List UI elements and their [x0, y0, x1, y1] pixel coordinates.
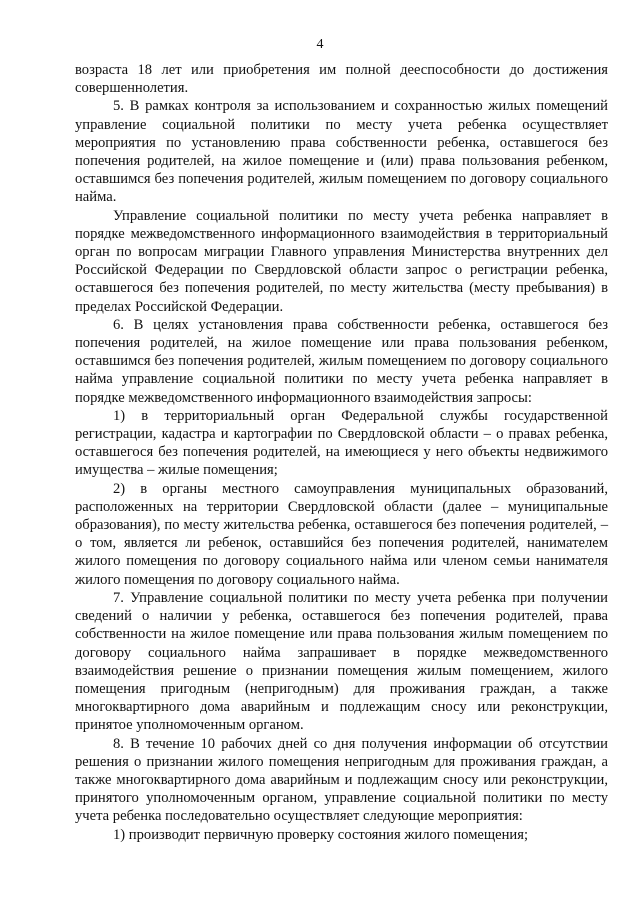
- paragraph-item-5: 5. В рамках контроля за использованием и сохранностью жилых помещений управление социальной политики по месту учета ребенка осуществляет мероприятия по установлению права собственности ребенка, оставшегося без попечения родителей, на жилое помещение и (или) права пользования ребенком, оставшимся без попечения родителей, жилым помещением по договору социального найма.: [75, 98, 608, 206]
- paragraph-item-6: 6. В целях установления права собственности ребенка, оставшегося без попечения родителей, на жилое помещение или права пользования ребенком, оставшимся без попечения родителей, жилым помещением по договору социального найма управление социальной политики по месту учета ребенка направляет в порядке межведомственного информационного взаимодействия запросы:: [75, 316, 608, 406]
- paragraph-item-6-subitem-1: 1) в территориальный орган Федеральной службы государственной регистрации, кадастра и картографии по Свердловской области – о правах ребенка, оставшегося без попечения родителей, на имеющиеся у него объекты недвижимого имущества – жилые помещения;: [75, 407, 608, 479]
- page-number: 4: [316, 37, 324, 52]
- paragraph-item-8: 8. В течение 10 рабочих дней со дня получения информации об отсутствии решения о признании жилого помещения непригодным для проживания граждан, а также многоквартирного дома аварийным и подлежащим сносу или реконструкции, принятого уполномоченным органом, управление социальной политики по месту учета ребенка последовательно осуществляет следующие мероприятия:: [75, 735, 608, 825]
- paragraph-item-7: 7. Управление социальной политики по месту учета ребенка при получении сведений о наличии у ребенка, оставшегося без попечения родителей, права собственности на жилое помещение или права пользования жилым помещением по договору социального найма запрашивает в порядке межведомственного взаимодействия решение о признании помещения жилым помещением, жилого помещения пригодным (непригодным) для проживания граждан, а также многоквартирного дома аварийным и подлежащим сносу или реконструкции, принятое уполномоченным органом.: [75, 589, 608, 734]
- paragraph-continuation: возраста 18 лет или приобретения им полной дееспособности до достижения совершеннолетия.: [75, 62, 608, 97]
- paragraph-item-8-subitem-1: 1) производит первичную проверку состояния жилого помещения;: [113, 826, 529, 843]
- paragraph-item-6-subitem-2: 2) в органы местного самоуправления муниципальных образований, расположенных на территории Свердловской области (далее – муниципальные образования), по месту жительства ребенка, оставшегося без попечения родителей, – о том, является ли ребенок, оставшийся без попечения родителей, нанимателем жилого помещения по договору социального найма или членом семьи нанимателя жилого помещения по договору социального найма.: [75, 480, 608, 588]
- document-body: [75, 61, 608, 844]
- paragraph-migration-request: Управление социальной политики по месту учета ребенка направляет в порядке межведомственного информационного взаимодействия в территориальный орган по вопросам миграции Главного управления Министерства внутренних дел Российской Федерации по Свердловской области запрос о регистрации ребенка, оставшегося без попечения родителей, по месту жительства (месту пребывания) в пределах Российской Федерации.: [75, 207, 608, 315]
